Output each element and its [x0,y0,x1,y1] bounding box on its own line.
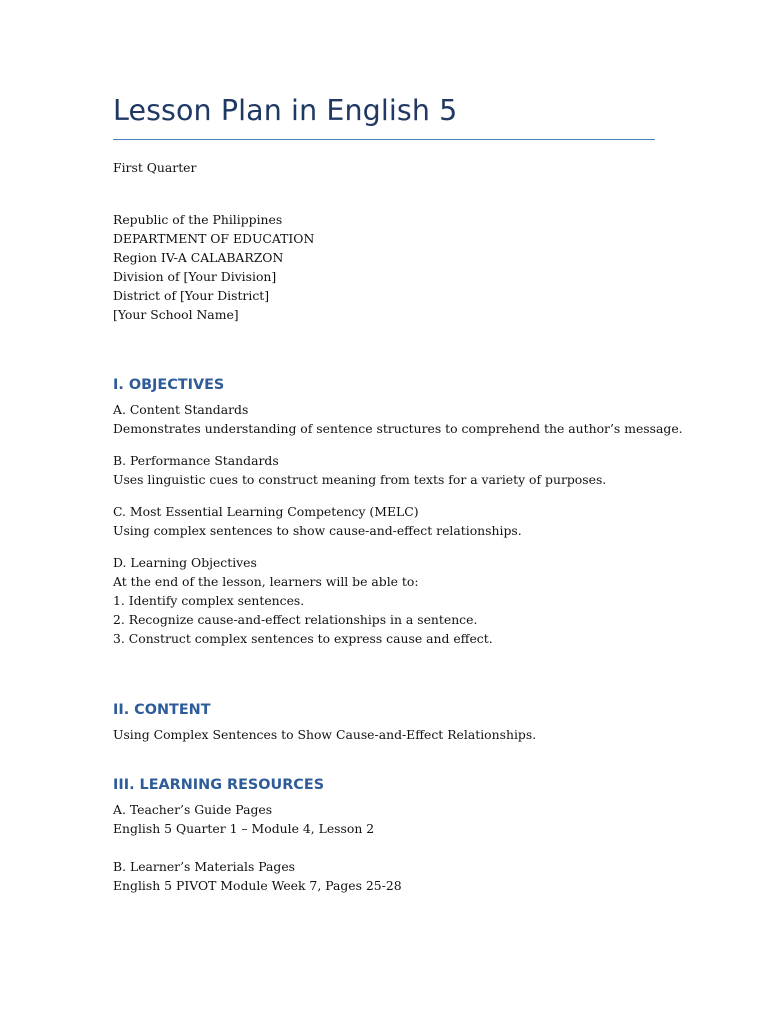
header-line-division: Division of [Your Division] [113,269,277,284]
content-standards-label: A. Content Standards [113,402,249,417]
header-line-school: [Your School Name] [113,307,239,322]
performance-standards-text: Uses linguistic cues to construct meaning from texts for a variety of purposes. [113,472,607,487]
content-heading: II. CONTENT [113,702,211,718]
learning-objective-item: 2. Recognize cause-and-effect relationships in a sentence. [113,612,478,627]
document-title: Lesson Plan in English 5 [113,94,458,127]
learning-objective-item: 3. Construct complex sentences to express cause and effect. [113,631,493,646]
objectives-heading: I. OBJECTIVES [113,377,225,393]
learning-objectives-label: D. Learning Objectives [113,555,257,570]
quarter-label: First Quarter [113,160,197,175]
melc-text: Using complex sentences to show cause-and-effect relationships. [113,523,522,538]
header-line-department: DEPARTMENT OF EDUCATION [113,231,315,246]
learners-materials-label: B. Learner’s Materials Pages [113,859,296,874]
header-line-region: Region IV-A CALABARZON [113,250,284,265]
content-text: Using Complex Sentences to Show Cause-and-Effect Relationships. [113,727,537,742]
teachers-guide-label: A. Teacher’s Guide Pages [113,802,273,817]
learners-materials-text: English 5 PIVOT Module Week 7, Pages 25-28 [113,878,402,893]
title-divider [113,139,655,140]
teachers-guide-text: English 5 Quarter 1 – Module 4, Lesson 2 [113,821,375,836]
learning-objective-item: 1. Identify complex sentences. [113,593,305,608]
learning-resources-heading: III. LEARNING RESOURCES [113,777,325,793]
learning-objectives-intro: At the end of the lesson, learners will be able to: [113,574,419,589]
header-line-republic: Republic of the Philippines [113,212,283,227]
content-standards-text: Demonstrates understanding of sentence structures to comprehend the author’s message. [113,421,683,436]
melc-label: C. Most Essential Learning Competency (MELC) [113,504,419,519]
performance-standards-label: B. Performance Standards [113,453,279,468]
header-line-district: District of [Your District] [113,288,270,303]
